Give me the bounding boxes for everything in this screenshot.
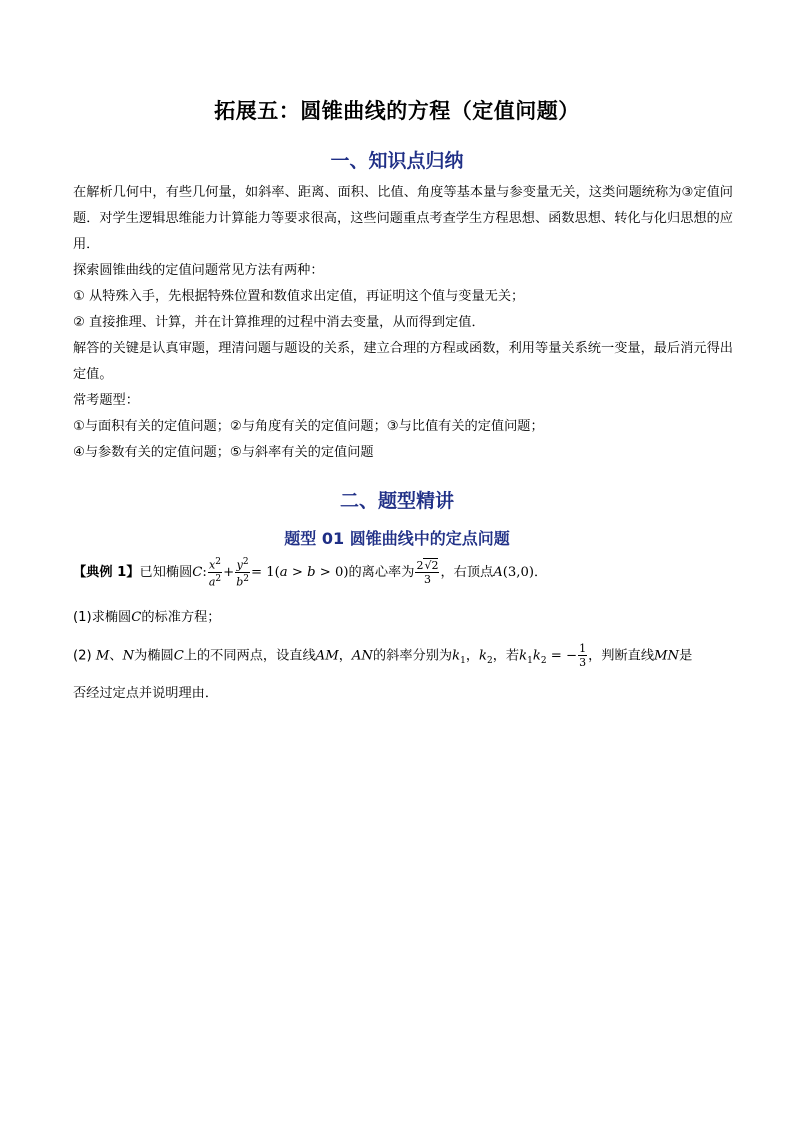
question-2-text-e: ，判断直线: [588, 648, 655, 664]
question-1-label: (1): [73, 610, 92, 625]
text-comma: ，: [465, 648, 480, 664]
question-2-text-a: 为椭圆: [134, 648, 174, 664]
question-2-text-c: 的斜率分别为: [372, 648, 453, 664]
math-b: b: [307, 565, 316, 581]
math-equals-one: = 1(: [250, 565, 280, 581]
method-item-1: ① 从特殊入手，先根据特殊位置和数值求出定值，再证明这个值与变量无关；: [73, 289, 525, 304]
sqrt-sign: √2: [424, 558, 439, 572]
math-C: C: [173, 648, 184, 664]
math-M: M: [95, 648, 110, 664]
math-zero: 0): [334, 565, 349, 581]
math-k: k: [452, 648, 461, 664]
example-statement-line: [73, 556, 547, 588]
math-k: k: [532, 648, 541, 664]
math-y: y: [236, 558, 243, 572]
text-right-vertex: ，右顶点: [440, 565, 494, 581]
math-a: a: [208, 575, 216, 589]
math-equals-negative: = −: [546, 648, 578, 664]
example-tag: 【典例 1】: [73, 565, 140, 581]
math-one: 1: [579, 642, 587, 655]
question-1-text-a: 求椭圆: [91, 610, 132, 625]
types-label: 常考题型：: [73, 393, 139, 408]
math-C: C: [131, 610, 142, 625]
math-AM: AM: [315, 648, 339, 664]
frac-x2-a2: [208, 556, 222, 588]
math-sub-2: 2: [540, 656, 547, 667]
types-line-1: ①与面积有关的定值问题；②与角度有关的定值问题；③与比值有关的定值问题；: [73, 419, 544, 434]
math-b: b: [236, 575, 244, 589]
math-x: x: [209, 558, 216, 572]
question-2-text-d: ，若: [492, 648, 520, 664]
math-sub-1: 1: [460, 656, 466, 667]
math-three: 3: [423, 572, 431, 586]
math-two: 2: [416, 558, 424, 572]
key-paragraph: 解答的关键是认真审题，理清问题与题设的关系，建立合理的方程或函数，利用等量关系统一变量，最后消元得出定值。: [73, 341, 733, 382]
math-sub-2: 2: [487, 656, 493, 667]
section-heading-question-types: 二、题型精讲: [339, 490, 454, 512]
math-A: A: [493, 565, 503, 581]
types-line-2: ④与参数有关的定值问题；⑤与斜率有关的定值问题: [73, 445, 374, 460]
math-plus: +: [223, 565, 235, 581]
math-C: C: [192, 565, 203, 581]
section-heading-knowledge: 一、知识点归纳: [330, 150, 464, 172]
text-comma: ，: [338, 648, 352, 664]
math-three: 3: [579, 656, 587, 669]
math-exp-2: 2: [242, 557, 249, 567]
math-two: 2: [431, 558, 439, 572]
question-2-text-b: 上的不同两点，设直线: [183, 648, 316, 664]
question-1-text-b: 的标准方程；: [141, 610, 221, 625]
subheading-question-type-01: 题型 01 圆锥曲线中的定点问题: [284, 529, 510, 548]
question-2-line-1: [73, 642, 692, 669]
question-2-label: (2): [73, 648, 92, 664]
math-k: k: [519, 648, 528, 664]
question-2-text-f: 是: [679, 648, 693, 664]
math-k: k: [479, 648, 488, 664]
document-title: 拓展五：圆锥曲线的方程（定值问题）: [214, 99, 580, 123]
math-a: a: [279, 565, 288, 581]
frac-y2-b2: [235, 556, 250, 588]
frac-eccentricity: [415, 559, 439, 586]
method-item-2: ② 直接推理、计算，并在计算推理的过程中消去变量，从而得到定值．: [73, 315, 485, 330]
intro-paragraph: 在解析几何中，有些几何量，如斜率、距离、面积、比值、角度等基本量与参变量无关，这类问题统称为③定值问题．对学生逻辑思维能力计算能力等要求很高，这些问题重点考查学生方程思想、函数思想、转化与化归思想的应用．: [73, 185, 733, 252]
question-1: [73, 606, 220, 625]
math-sub-1: 1: [527, 656, 533, 667]
methods-intro: 探索圆锥曲线的定值问题常见方法有两种：: [73, 263, 324, 278]
math-gt: >: [287, 565, 308, 581]
frac-one-third: [578, 642, 587, 669]
math-colon: :: [202, 565, 207, 581]
math-N: N: [122, 648, 135, 664]
math-exp-2: 2: [243, 573, 249, 584]
math-gt: >: [315, 565, 335, 581]
question-2-line-2: 否经过定点并说明理由．: [73, 686, 219, 701]
knowledge-body: [73, 180, 733, 466]
text-known-ellipse: 已知椭圆: [139, 565, 193, 581]
text-period: ．: [534, 565, 548, 581]
text-sep: 、: [109, 648, 123, 664]
text-eccentricity: 的离心率为: [348, 565, 415, 581]
math-A-coord: (3,0): [502, 565, 534, 581]
math-exp-2: 2: [215, 557, 221, 567]
math-MN: MN: [654, 648, 680, 664]
math-AN: AN: [351, 648, 373, 664]
math-exp-2: 2: [215, 573, 222, 584]
